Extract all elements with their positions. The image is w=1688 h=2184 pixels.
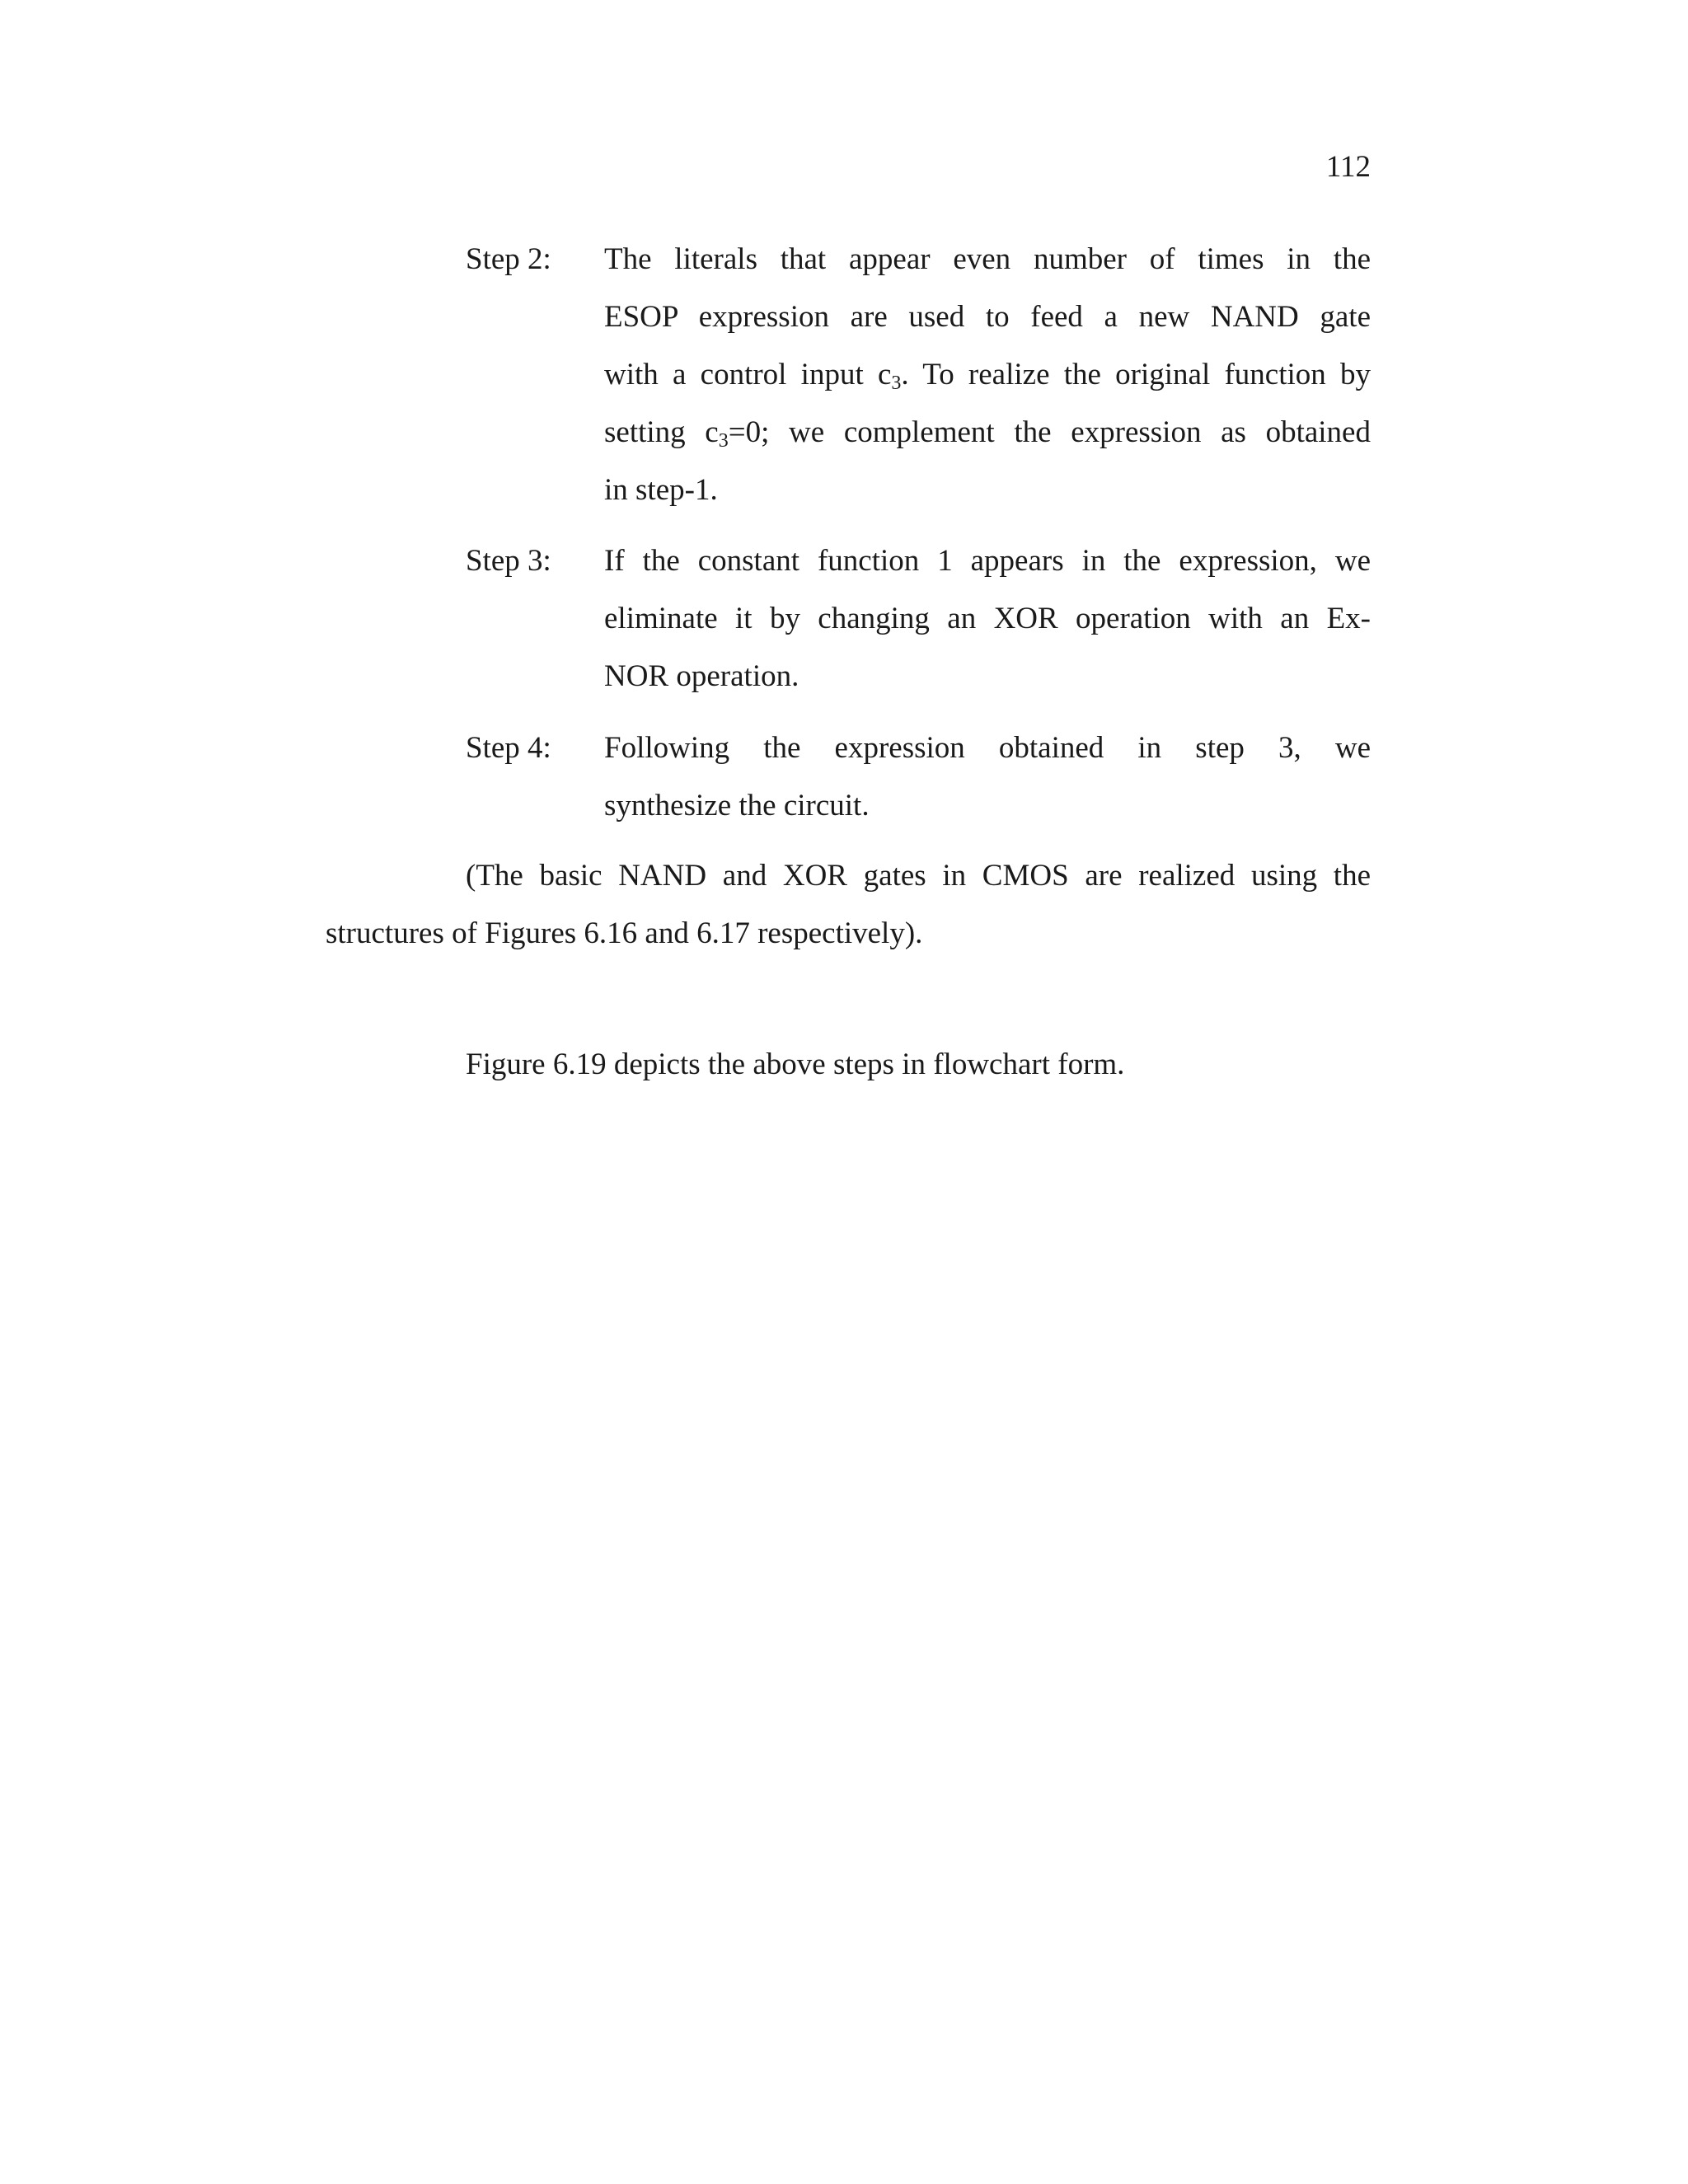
step-text-line xyxy=(604,346,1371,404)
step-text-line: eliminate it by changing an XOR operation with an Ex- xyxy=(604,602,1371,635)
paragraph-line: structures of Figures 6.16 and 6.17 respectively). xyxy=(326,916,923,950)
step-label: Step 2: xyxy=(466,242,551,276)
step-text-line: If the constant function 1 appears in the expression, we xyxy=(604,544,1371,578)
subscript: 3 xyxy=(718,430,729,452)
text-fragment: =0; we complement the expression as obtained xyxy=(728,415,1371,449)
step-text-line: The literals that appear even number of times in the xyxy=(604,242,1371,276)
page-number: 112 xyxy=(1325,150,1371,184)
step-text-line xyxy=(604,404,1371,462)
subscript: 3 xyxy=(891,373,902,394)
step-text-line: ESOP expression are used to feed a new NAND gate xyxy=(604,300,1371,334)
paragraph-line: (The basic NAND and XOR gates in CMOS are realized using the xyxy=(466,859,1371,893)
step-body xyxy=(604,532,1371,705)
step-text-line: in step-1. xyxy=(604,473,718,507)
text-fragment: setting c xyxy=(604,415,719,449)
step-label: Step 3: xyxy=(466,544,551,578)
body-paragraph xyxy=(326,847,1371,963)
step-body xyxy=(604,719,1371,835)
text-fragment: . To realize the original function by xyxy=(901,358,1371,391)
step-text-line: Following the expression obtained in step 3, we xyxy=(604,731,1371,765)
step-text-line: synthesize the circuit. xyxy=(604,789,870,823)
step-text-line: NOR operation. xyxy=(604,659,799,693)
text-fragment: with a control input c xyxy=(604,358,892,391)
step-body xyxy=(604,231,1371,519)
figure-reference-sentence: Figure 6.19 depicts the above steps in flowchart form. xyxy=(466,1047,1125,1081)
step-label: Step 4: xyxy=(466,731,551,765)
